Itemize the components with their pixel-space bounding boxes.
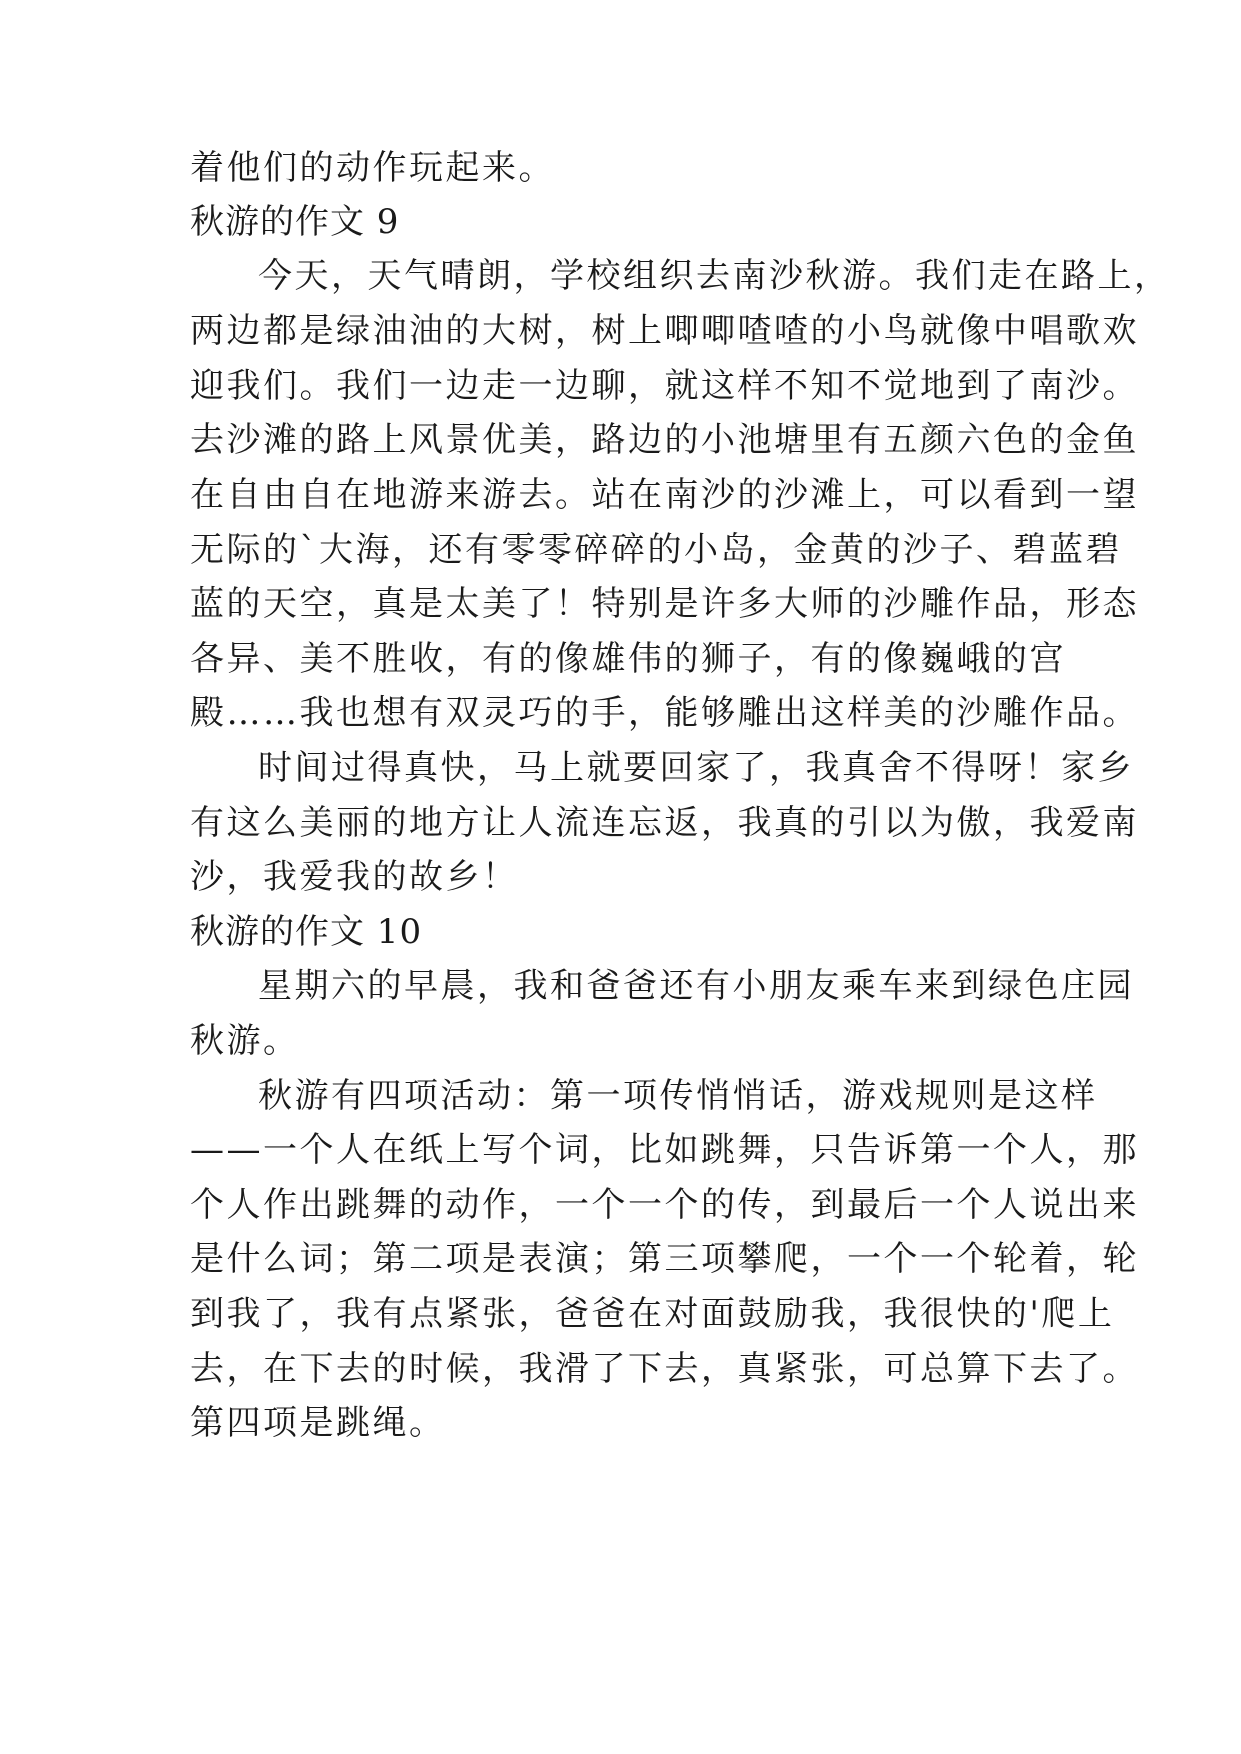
paragraph-line: 去沙滩的路上风景优美，路边的小池塘里有五颜六色的金鱼 — [190, 420, 1139, 460]
paragraph-line: 是什么词；第二项是表演；第三项攀爬，一个一个轮着，轮 — [190, 1239, 1139, 1279]
paragraph-line: 到我了，我有点紧张，爸爸在对面鼓励我，我很快的'爬上 — [190, 1294, 1115, 1334]
paragraph-line: 有这么美丽的地方让人流连忘返，我真的引以为傲，我爱南 — [190, 803, 1139, 843]
paragraph-line: 秋游。 — [190, 1021, 300, 1061]
paragraph-line: 沙，我爱我的故乡！ — [190, 857, 519, 897]
paragraph-line: 着他们的动作玩起来。 — [190, 148, 555, 188]
paragraph-line: 两边都是绿油油的大树，树上唧唧喳喳的小鸟就像中唱歌欢 — [190, 311, 1139, 351]
paragraph-line: 迎我们。我们一边走一边聊，就这样不知不觉地到了南沙。 — [190, 366, 1139, 406]
paragraph-line: 时间过得真快，马上就要回家了，我真舍不得呀！家乡 — [258, 748, 1134, 788]
paragraph-line: ——一个人在纸上写个词，比如跳舞，只告诉第一个人，那 — [190, 1130, 1139, 1170]
paragraph-line: 去，在下去的时候，我滑了下去，真紧张，可总算下去了。 — [190, 1349, 1139, 1389]
paragraph-line: 个人作出跳舞的动作，一个一个的传，到最后一个人说出来 — [190, 1185, 1139, 1225]
paragraph-line: 第四项是跳绳。 — [190, 1403, 446, 1443]
paragraph-line: 今天，天气晴朗，学校组织去南沙秋游。我们走在路上， — [258, 256, 1171, 296]
section-heading: 秋游的作文 9 — [190, 202, 400, 242]
paragraph-line: 秋游有四项活动：第一项传悄悄话，游戏规则是这样 — [258, 1076, 1098, 1116]
paragraph-line: 无际的`大海，还有零零碎碎的小岛，金黄的沙子、碧蓝碧 — [190, 530, 1122, 570]
paragraph-line: 殿……我也想有双灵巧的手，能够雕出这样美的沙雕作品。 — [190, 693, 1139, 733]
paragraph-line: 在自由自在地游来游去。站在南沙的沙滩上，可以看到一望 — [190, 475, 1139, 515]
paragraph-line: 星期六的早晨，我和爸爸还有小朋友乘车来到绿色庄园 — [258, 966, 1134, 1006]
paragraph-line: 各异、美不胜收，有的像雄伟的狮子，有的像巍峨的宫 — [190, 639, 1066, 679]
paragraph-line: 蓝的天空，真是太美了！特别是许多大师的沙雕作品，形态 — [190, 584, 1139, 624]
section-heading: 秋游的作文 10 — [190, 912, 423, 952]
